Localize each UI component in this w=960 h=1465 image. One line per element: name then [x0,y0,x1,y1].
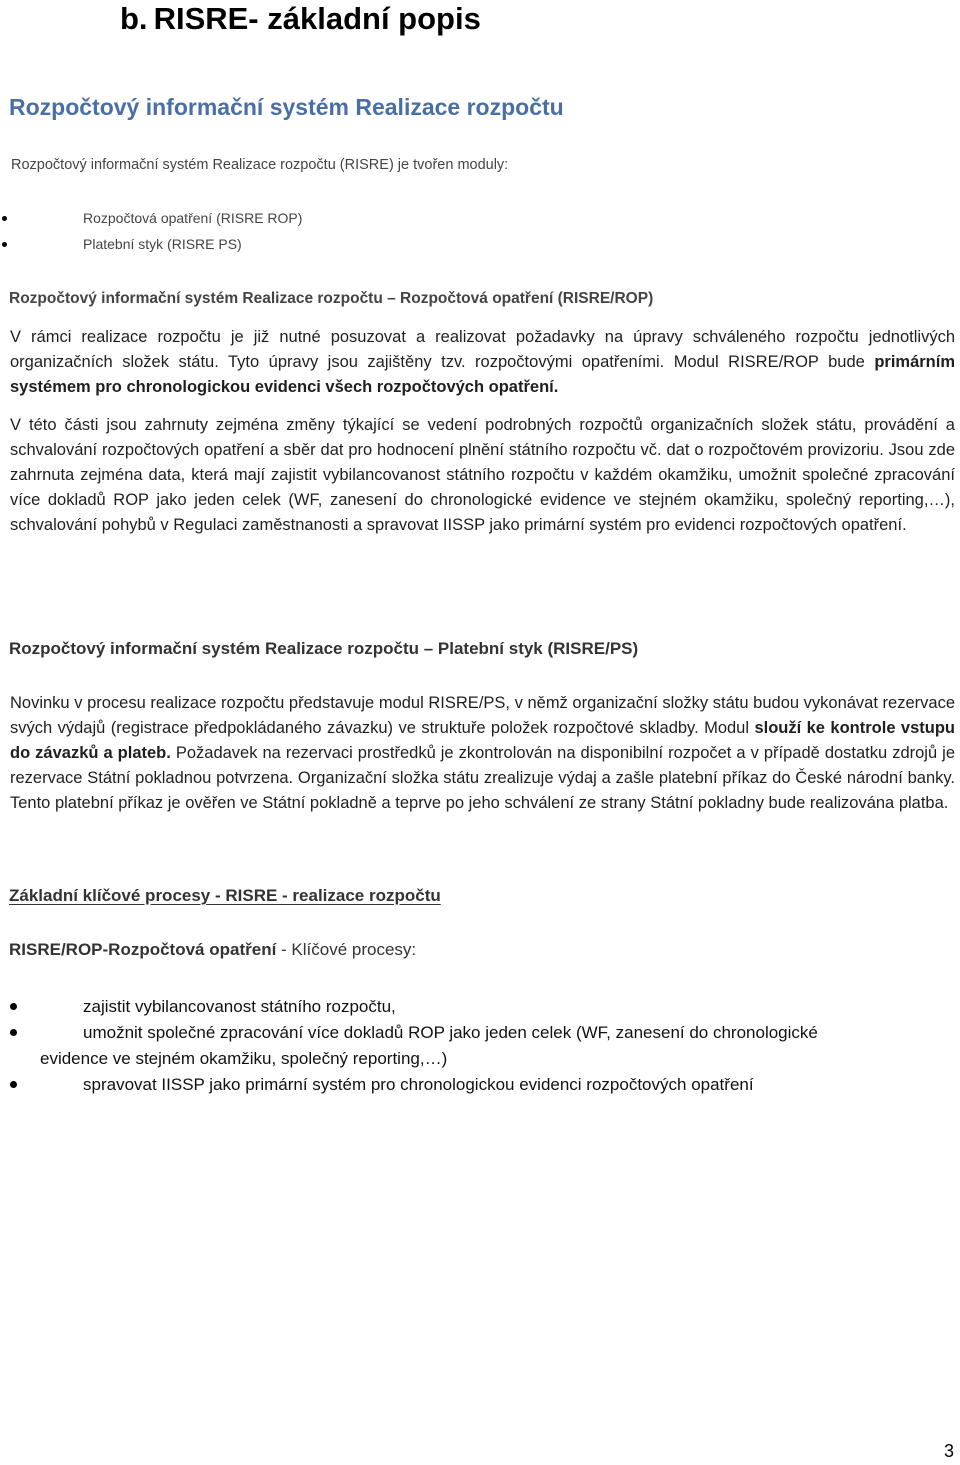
section2-paragraph-1 [10,325,955,400]
section3-text-b: Požadavek na rezervaci prostředků je zkontrolován na disponibilní rozpočet a v případě dostatku zdrojů je rezervace Státní pokladnou potvrzena. Organizační složka státu zrealizuje výdaj a zašle platební příkaz do České národní banky. Tento platební příkaz je ověřen ve Státní pokladně a teprve po jeho schválení ze strany Státní pokladny bude realizována platba. [10,744,956,812]
bullet-icon [10,1029,17,1036]
title-prefix: b. [120,1,148,36]
bullet-icon [10,1003,17,1010]
list-item [10,994,940,1020]
section1-intro: Rozpočtový informační systém Realizace rozpočtu (RISRE) je tvořen moduly: [11,157,509,173]
process-item-text: spravovat IISSP jako primární systém pro chronologickou evidenci rozpočtových opatření [83,1075,754,1094]
module-list [0,205,302,257]
section3-paragraph [10,691,955,816]
section2-heading: Rozpočtový informační systém Realizace rozpočtu – Rozpočtová opatření (RISRE/ROP) [9,290,654,307]
list-item [0,205,302,231]
process-item-text: zajistit vybilancovanost státního rozpočtu, [83,997,396,1016]
module-label: Rozpočtová opatření (RISRE ROP) [83,210,303,226]
list-item [10,1072,940,1098]
section3-bold: slouží ke kontrole vstupu do závazků a plateb. [10,719,955,762]
bullet-icon [2,216,7,221]
page-number: 3 [943,1441,954,1461]
section3-text-a: Novinku v procesu realizace rozpočtu představuje modul RISRE/PS, v němž organizační složky státu budou vykonávat rezervace svých výdajů (registrace předpokládaného závazku) ve struktuře položek rozpočtové skladby. Modul [10,694,955,737]
section2-p2-text-a: V této části jsou zahrnuty zejména změny týkající se vedení podrobných rozpočtů organizačních složek státu, provádění a schvalování rozpočtových opatření a sběr dat pro hodnocení plnění státního rozpočtu vč. dat o rozpočtovém provizoriu. [10,416,955,459]
bullet-icon [2,242,7,247]
section4-sub-rest: - Klíčové procesy: [276,940,417,959]
section4-subheading [9,938,416,962]
section4-heading: Základní klíčové procesy - RISRE - realizace rozpočtu [9,886,441,905]
process-list [10,994,940,1098]
section3-heading: Rozpočtový informační systém Realizace rozpočtu – Platební styk (RISRE/PS) [9,639,639,658]
process-item-continuation: evidence ve stejném okamžiku, společný reporting,…) [40,1049,448,1068]
list-item [10,1020,940,1072]
module-label: Platební styk (RISRE PS) [83,236,242,252]
section4-sub-bold: RISRE/ROP-Rozpočtová opatření [9,940,277,959]
title-text: RISRE- základní popis [153,1,481,36]
section2-p1-bold: primárním systémem pro chronologickou evidenci všech rozpočtových opatření. [10,353,955,396]
list-item [0,231,302,257]
process-item-text: umožnit společné zpracování více dokladů ROP jako jeden celek (WF, zanesení do chronologické [83,1023,818,1042]
bullet-icon [10,1081,17,1088]
document-title [120,0,481,38]
section1-heading: Rozpočtový informační systém Realizace rozpočtu [9,94,564,120]
section2-p1-text: V rámci realizace rozpočtu je již nutné posuzovat a realizovat požadavky na úpravy schváleného rozpočtu jednotlivých organizačních složek státu. Tyto úpravy jsou zajištěny tzv. rozpočtovými opatřeními. Modul RISRE/ROP bude [10,328,955,371]
section2-paragraph-2 [10,413,955,538]
section2-p2-text-b: Jsou zde zahrnuta zejména data, která mají zajistit vybilancovanost státního rozpočtu v každém okamžiku, umožnit společné zpracování více dokladů ROP jako jeden celek (WF, zanesení do chronologické evidence ve stejném okamžiku, společný reporting,…), schvalování pohybů v Regulaci zaměstnanosti a spravovat IISSP jako primární systém pro evidenci rozpočtových opatření. [10,441,956,534]
